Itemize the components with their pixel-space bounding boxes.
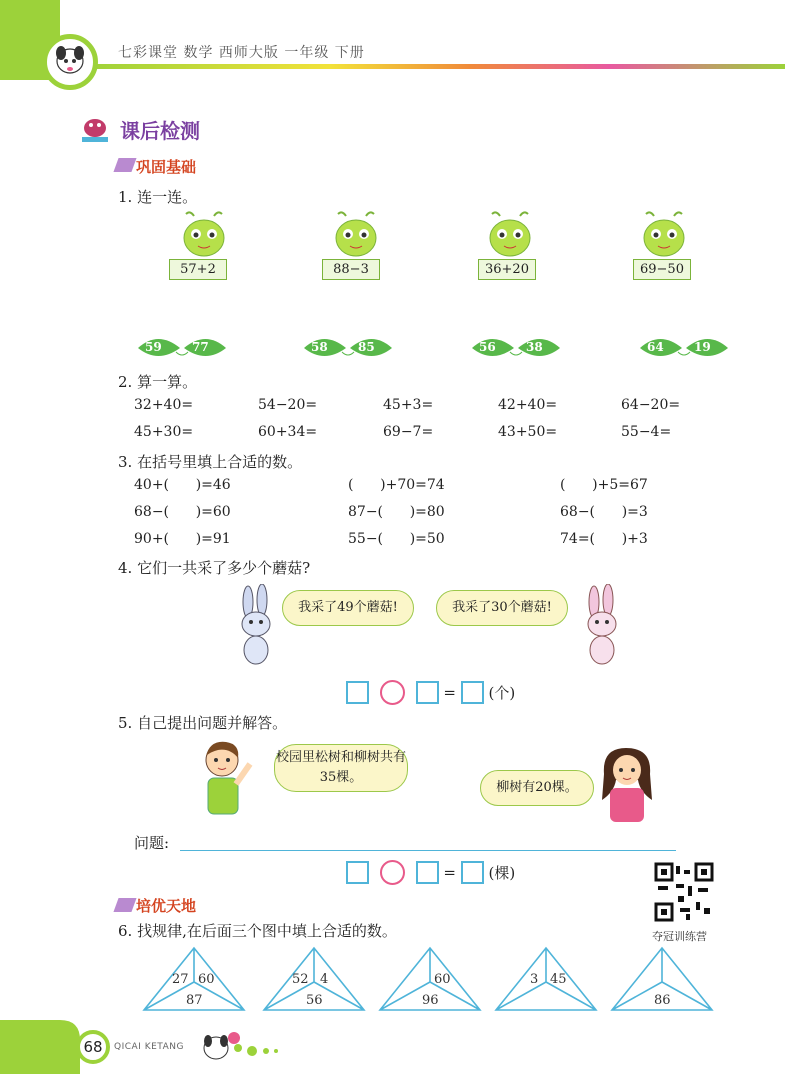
q5-answer-row — [346, 860, 515, 885]
leaf-pair — [136, 334, 228, 362]
leaf-number: 58 — [311, 340, 328, 354]
q2-equation: 43+50= — [498, 424, 558, 440]
page-number-circle — [76, 1030, 110, 1064]
q2-equation: 32+40= — [134, 397, 194, 413]
footer-mascot-icon — [196, 1028, 244, 1070]
triangle-bottom-number: 86 — [654, 993, 671, 1008]
q1-text: 1. 连一连。 — [118, 188, 198, 206]
q3-equation: 87−( )=80 — [348, 504, 445, 520]
triangle-figure — [378, 946, 482, 1012]
triangle-right-number: 60 — [434, 972, 451, 987]
answer-box[interactable] — [461, 861, 484, 884]
q2-equation: 54−20= — [258, 397, 318, 413]
q3-equation: 40+( )=46 — [134, 477, 231, 493]
bunny-icon — [232, 584, 282, 672]
leaf-number: 64 — [647, 340, 664, 354]
bunny-pink-icon — [576, 584, 626, 672]
leaf-number: 19 — [694, 340, 711, 354]
answer-box[interactable] — [346, 681, 369, 704]
caterpillar-icon — [328, 210, 384, 264]
triangle-figure — [610, 946, 714, 1012]
triangle-figure — [142, 946, 246, 1012]
q3-equation: 74=( )+3 — [560, 531, 648, 547]
question-label: 问题: — [134, 834, 170, 852]
leaf-number: 85 — [358, 340, 375, 354]
q3-equation: ( )+5=67 — [560, 477, 648, 493]
leaf-pair — [302, 334, 394, 362]
q1-expression: 69−50 — [633, 259, 691, 280]
pencil-icon — [113, 898, 136, 912]
operator-circle[interactable] — [380, 860, 405, 885]
q3-equation: ( )+70=74 — [348, 477, 445, 493]
leaf-number: 77 — [192, 340, 209, 354]
header-title: 七彩课堂 数学 西师大版 一年级 下册 — [118, 45, 365, 61]
leaf-pair — [638, 334, 730, 362]
q2-equation: 64−20= — [621, 397, 681, 413]
unit-label: (个) — [488, 684, 516, 702]
caterpillar-icon — [176, 210, 232, 264]
triangle-left-number: 27 — [172, 972, 189, 987]
leaf-number: 38 — [526, 340, 543, 354]
footer-brand: QICAI KETANG — [114, 1042, 184, 1052]
footer-dots-icon — [246, 1042, 286, 1061]
q6-text: 6. 找规律,在后面三个图中填上合适的数。 — [118, 922, 397, 940]
leaf-pair — [470, 334, 562, 362]
triangle-bottom-number: 96 — [422, 993, 439, 1008]
q5-text: 5. 自己提出问题并解答。 — [118, 714, 288, 732]
triangle-bottom-number: 56 — [306, 993, 323, 1008]
q1-expression: 88−3 — [322, 259, 380, 280]
footer-bar — [0, 1020, 800, 1074]
header-stripe — [0, 0, 800, 80]
triangle-right-number: 4 — [320, 972, 329, 987]
q2-equation: 42+40= — [498, 397, 558, 413]
speech-bubble-boy — [274, 744, 408, 792]
girl-icon — [596, 744, 662, 832]
boy-statement: 校园里松树和柳树共有35棵。 — [275, 750, 406, 785]
qr-code-icon[interactable] — [654, 862, 714, 922]
q1-expression: 57+2 — [169, 259, 227, 280]
q2-equation: 45+3= — [383, 397, 434, 413]
q2-equation: 45+30= — [134, 424, 194, 440]
answer-box[interactable] — [346, 861, 369, 884]
triangle-left-number: 52 — [292, 972, 309, 987]
question-input-line[interactable] — [180, 850, 676, 851]
answer-box[interactable] — [416, 861, 439, 884]
triangle-right-number: 45 — [550, 972, 567, 987]
q3-equation: 55−( )=50 — [348, 531, 445, 547]
q2-equation: 69−7= — [383, 424, 434, 440]
speech-bubble-left: 我采了49个蘑菇! — [282, 590, 414, 626]
subsection-advanced: 培优天地 — [136, 897, 197, 915]
answer-box[interactable] — [461, 681, 484, 704]
q2-equation: 55−4= — [621, 424, 672, 440]
triangle-bottom-number: 87 — [186, 993, 203, 1008]
q3-equation: 68−( )=60 — [134, 504, 231, 520]
triangle-right-number: 60 — [198, 972, 215, 987]
section-title-icon — [78, 110, 112, 144]
header-bar — [0, 0, 800, 80]
q3-text: 3. 在括号里填上合适的数。 — [118, 453, 303, 471]
equals-sign: = — [443, 683, 456, 702]
q1-expression: 36+20 — [478, 259, 536, 280]
leaf-number: 59 — [145, 340, 162, 354]
caterpillar-icon — [482, 210, 538, 264]
equals-sign: = — [443, 863, 456, 882]
unit-label: (棵) — [488, 864, 516, 882]
boy-icon — [196, 740, 260, 828]
q3-equation: 90+( )=91 — [134, 531, 231, 547]
q3-equation: 68−( )=3 — [560, 504, 648, 520]
page-number: 68 — [83, 1038, 103, 1056]
leaf-number: 56 — [479, 340, 496, 354]
section-title: 课后检测 — [120, 119, 200, 143]
mascot-circle-icon — [42, 34, 98, 90]
triangle-figure — [494, 946, 598, 1012]
q4-text: 4. 它们一共采了多少个蘑菇? — [118, 559, 311, 577]
triangle-left-number: 3 — [530, 972, 539, 987]
q4-answer-row — [346, 680, 515, 705]
q2-equation: 60+34= — [258, 424, 318, 440]
q2-text: 2. 算一算。 — [118, 373, 198, 391]
speech-bubble-girl: 柳树有20棵。 — [480, 770, 594, 806]
speech-bubble-right: 我采了30个蘑菇! — [436, 590, 568, 626]
answer-box[interactable] — [416, 681, 439, 704]
qr-caption: 夺冠训练营 — [652, 930, 707, 943]
triangle-figure — [262, 946, 366, 1012]
subsection-basic: 巩固基础 — [136, 158, 197, 176]
caterpillar-icon — [636, 210, 692, 264]
operator-circle[interactable] — [380, 680, 405, 705]
